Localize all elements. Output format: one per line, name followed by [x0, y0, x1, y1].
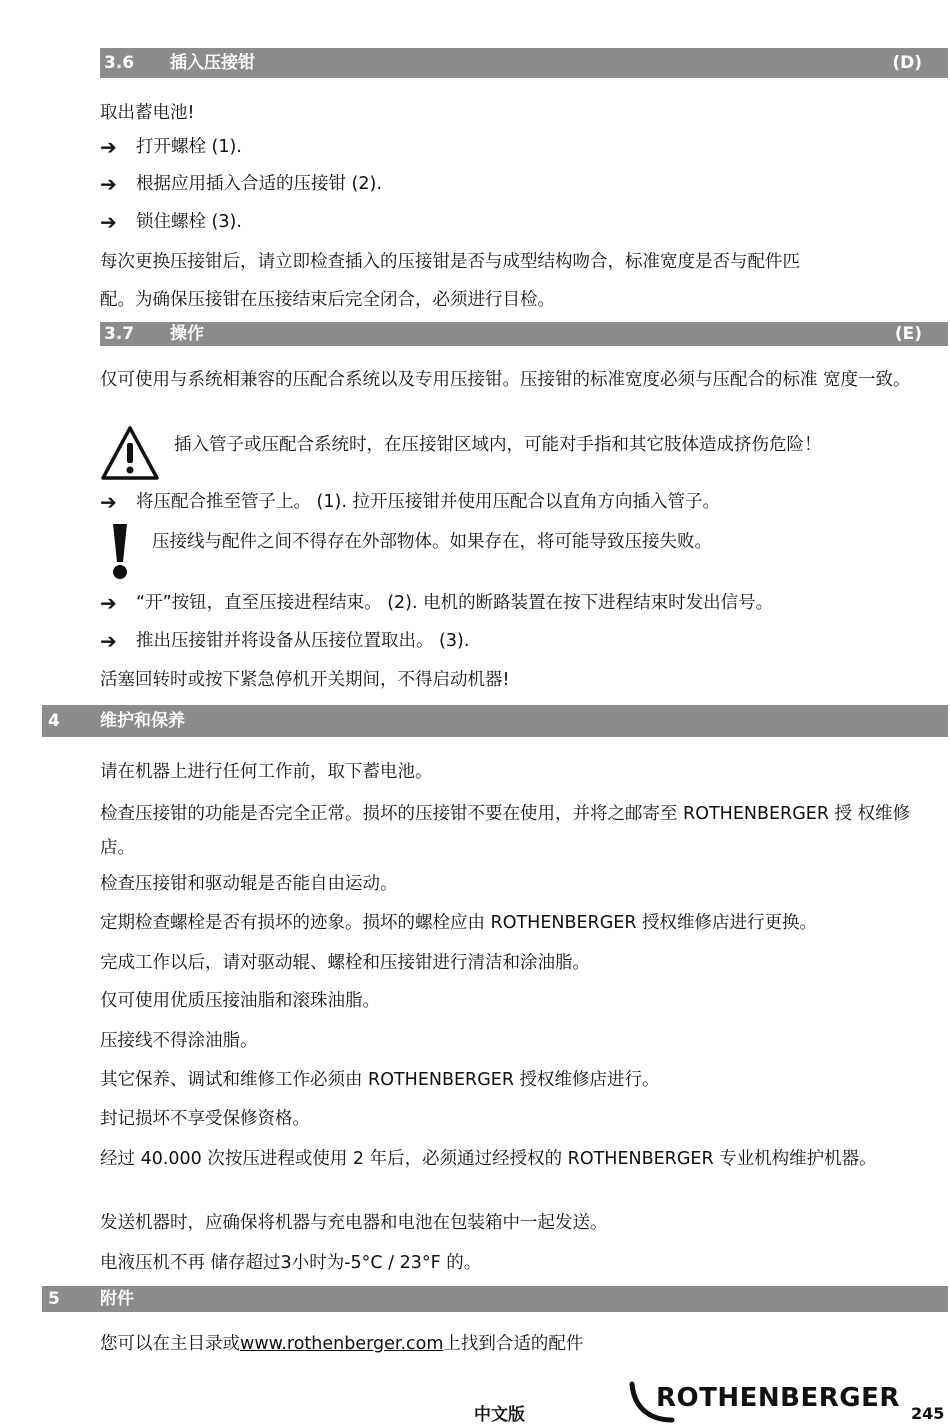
paragraph: 完成工作以后，请对驱动辊、螺栓和压接钳进行清洁和涂油脂。 — [100, 953, 590, 973]
step-text: 锁住螺栓 (3). — [136, 212, 242, 232]
step-text: 推出压接钳并将设备从压接位置取出。 (3). — [136, 631, 470, 651]
paragraph: 电液压机不再 储存超过3小时为-5°C / 23°F 的。 — [100, 1253, 482, 1273]
paragraph: 压接线不得涂油脂。 — [100, 1031, 258, 1051]
section-title: 维护和保养 — [100, 711, 185, 731]
paragraph: 每次更换压接钳后，请立即检查插入的压接钳是否与成型结构吻合，标准宽度是否与配件匹 — [100, 252, 800, 272]
section-header-4 — [42, 705, 948, 737]
paragraph: 定期检查螺栓是否有损坏的迹象。损坏的螺栓应由 ROTHENBERGER 授权维修店进行更换。 — [100, 913, 818, 933]
section-number: 4 — [48, 711, 60, 731]
paragraph: 活塞回转时或按下紧急停机开关期间，不得启动机器! — [100, 670, 510, 690]
arrow-right-icon: ➔ — [100, 210, 117, 234]
exclamation-icon — [108, 522, 132, 580]
paragraph: 仅可使用优质压接油脂和滚珠油脂。 — [100, 991, 380, 1011]
paragraph: 其它保养、调试和维修工作必须由 ROTHENBERGER 授权维修店进行。 — [100, 1070, 660, 1090]
paragraph: 检查压接钳和驱动辊是否能自由运动。 — [100, 874, 398, 894]
accessories-paragraph — [100, 1330, 928, 1358]
paragraph: 经过 40.000 次按压进程或使用 2 年后，必须通过经授权的 ROTHENBERGER 专业机构维护机器。 — [100, 1149, 877, 1169]
notice-text: 压接线与配件之间不得存在外部物体。如果存在，将可能导致压接失败。 — [152, 532, 712, 552]
section-code: (D) — [892, 53, 922, 73]
section-header-3-7 — [100, 322, 948, 346]
paragraph: 检查压接钳的功能是否完全正常。损坏的压接钳不要在使用，并将之邮寄至 ROTHENBERGER 授 权维修店。 — [100, 804, 911, 858]
paragraph: 封记损坏不享受保修资格。 — [100, 1109, 310, 1129]
arrow-right-icon: ➔ — [100, 172, 117, 196]
text-after-link: 上找到合适的配件 — [443, 1334, 584, 1354]
section-number: 3.7 — [104, 324, 135, 344]
arrow-right-icon: ➔ — [100, 135, 117, 159]
section-number: 3.6 — [104, 53, 135, 73]
paragraph: 仅可使用与系统相兼容的压配合系统以及专用压接钳。压接钳的标准宽度必须与压配合的标准 宽度一致。 — [100, 370, 911, 390]
paragraph: 取出蓄电池! — [100, 103, 195, 123]
step-text: 打开螺栓 (1). — [136, 137, 242, 157]
arrow-right-icon: ➔ — [100, 490, 117, 514]
paragraph: 配。为确保压接钳在压接结束后完全闭合，必须进行目检。 — [100, 290, 555, 310]
page-number: 245 — [911, 1404, 945, 1423]
brand-logo-text: ROTHENBERGER — [656, 1383, 900, 1413]
step-text: 根据应用插入合适的压接钳 (2). — [136, 174, 382, 194]
step-text: 将压配合推至管子上。 (1). 拉开压接钳并使用压配合以直角方向插入管子。 — [136, 492, 720, 512]
arrow-right-icon: ➔ — [100, 629, 117, 653]
paragraph: 发送机器时，应确保将机器与充电器和电池在包装箱中一起发送。 — [100, 1213, 608, 1233]
section-title: 操作 — [170, 324, 204, 344]
step-text: “开”按钮，直至压接进程结束。 (2). 电机的断路装置在按下进程结束时发出信号。 — [136, 593, 774, 613]
section-number: 5 — [48, 1289, 60, 1309]
warning-text: 插入管子或压配合系统时，在压接钳区域内，可能对手指和其它肢体造成挤伤危险！ — [174, 435, 822, 455]
section-title: 附件 — [100, 1289, 134, 1309]
section-header-5 — [42, 1286, 948, 1312]
arrow-right-icon: ➔ — [100, 591, 117, 615]
website-link[interactable]: www.rothenberger.com — [240, 1334, 444, 1354]
footer-language-label: 中文版 — [474, 1405, 525, 1425]
paragraph: 请在机器上进行任何工作前，取下蓄电池。 — [100, 762, 433, 782]
section-header-3-6 — [100, 48, 948, 78]
warning-triangle-icon — [100, 425, 160, 481]
section-title: 插入压接钳 — [170, 53, 255, 73]
text-before-link: 您可以在主目录或 — [100, 1334, 240, 1354]
section-code: (E) — [894, 324, 922, 344]
